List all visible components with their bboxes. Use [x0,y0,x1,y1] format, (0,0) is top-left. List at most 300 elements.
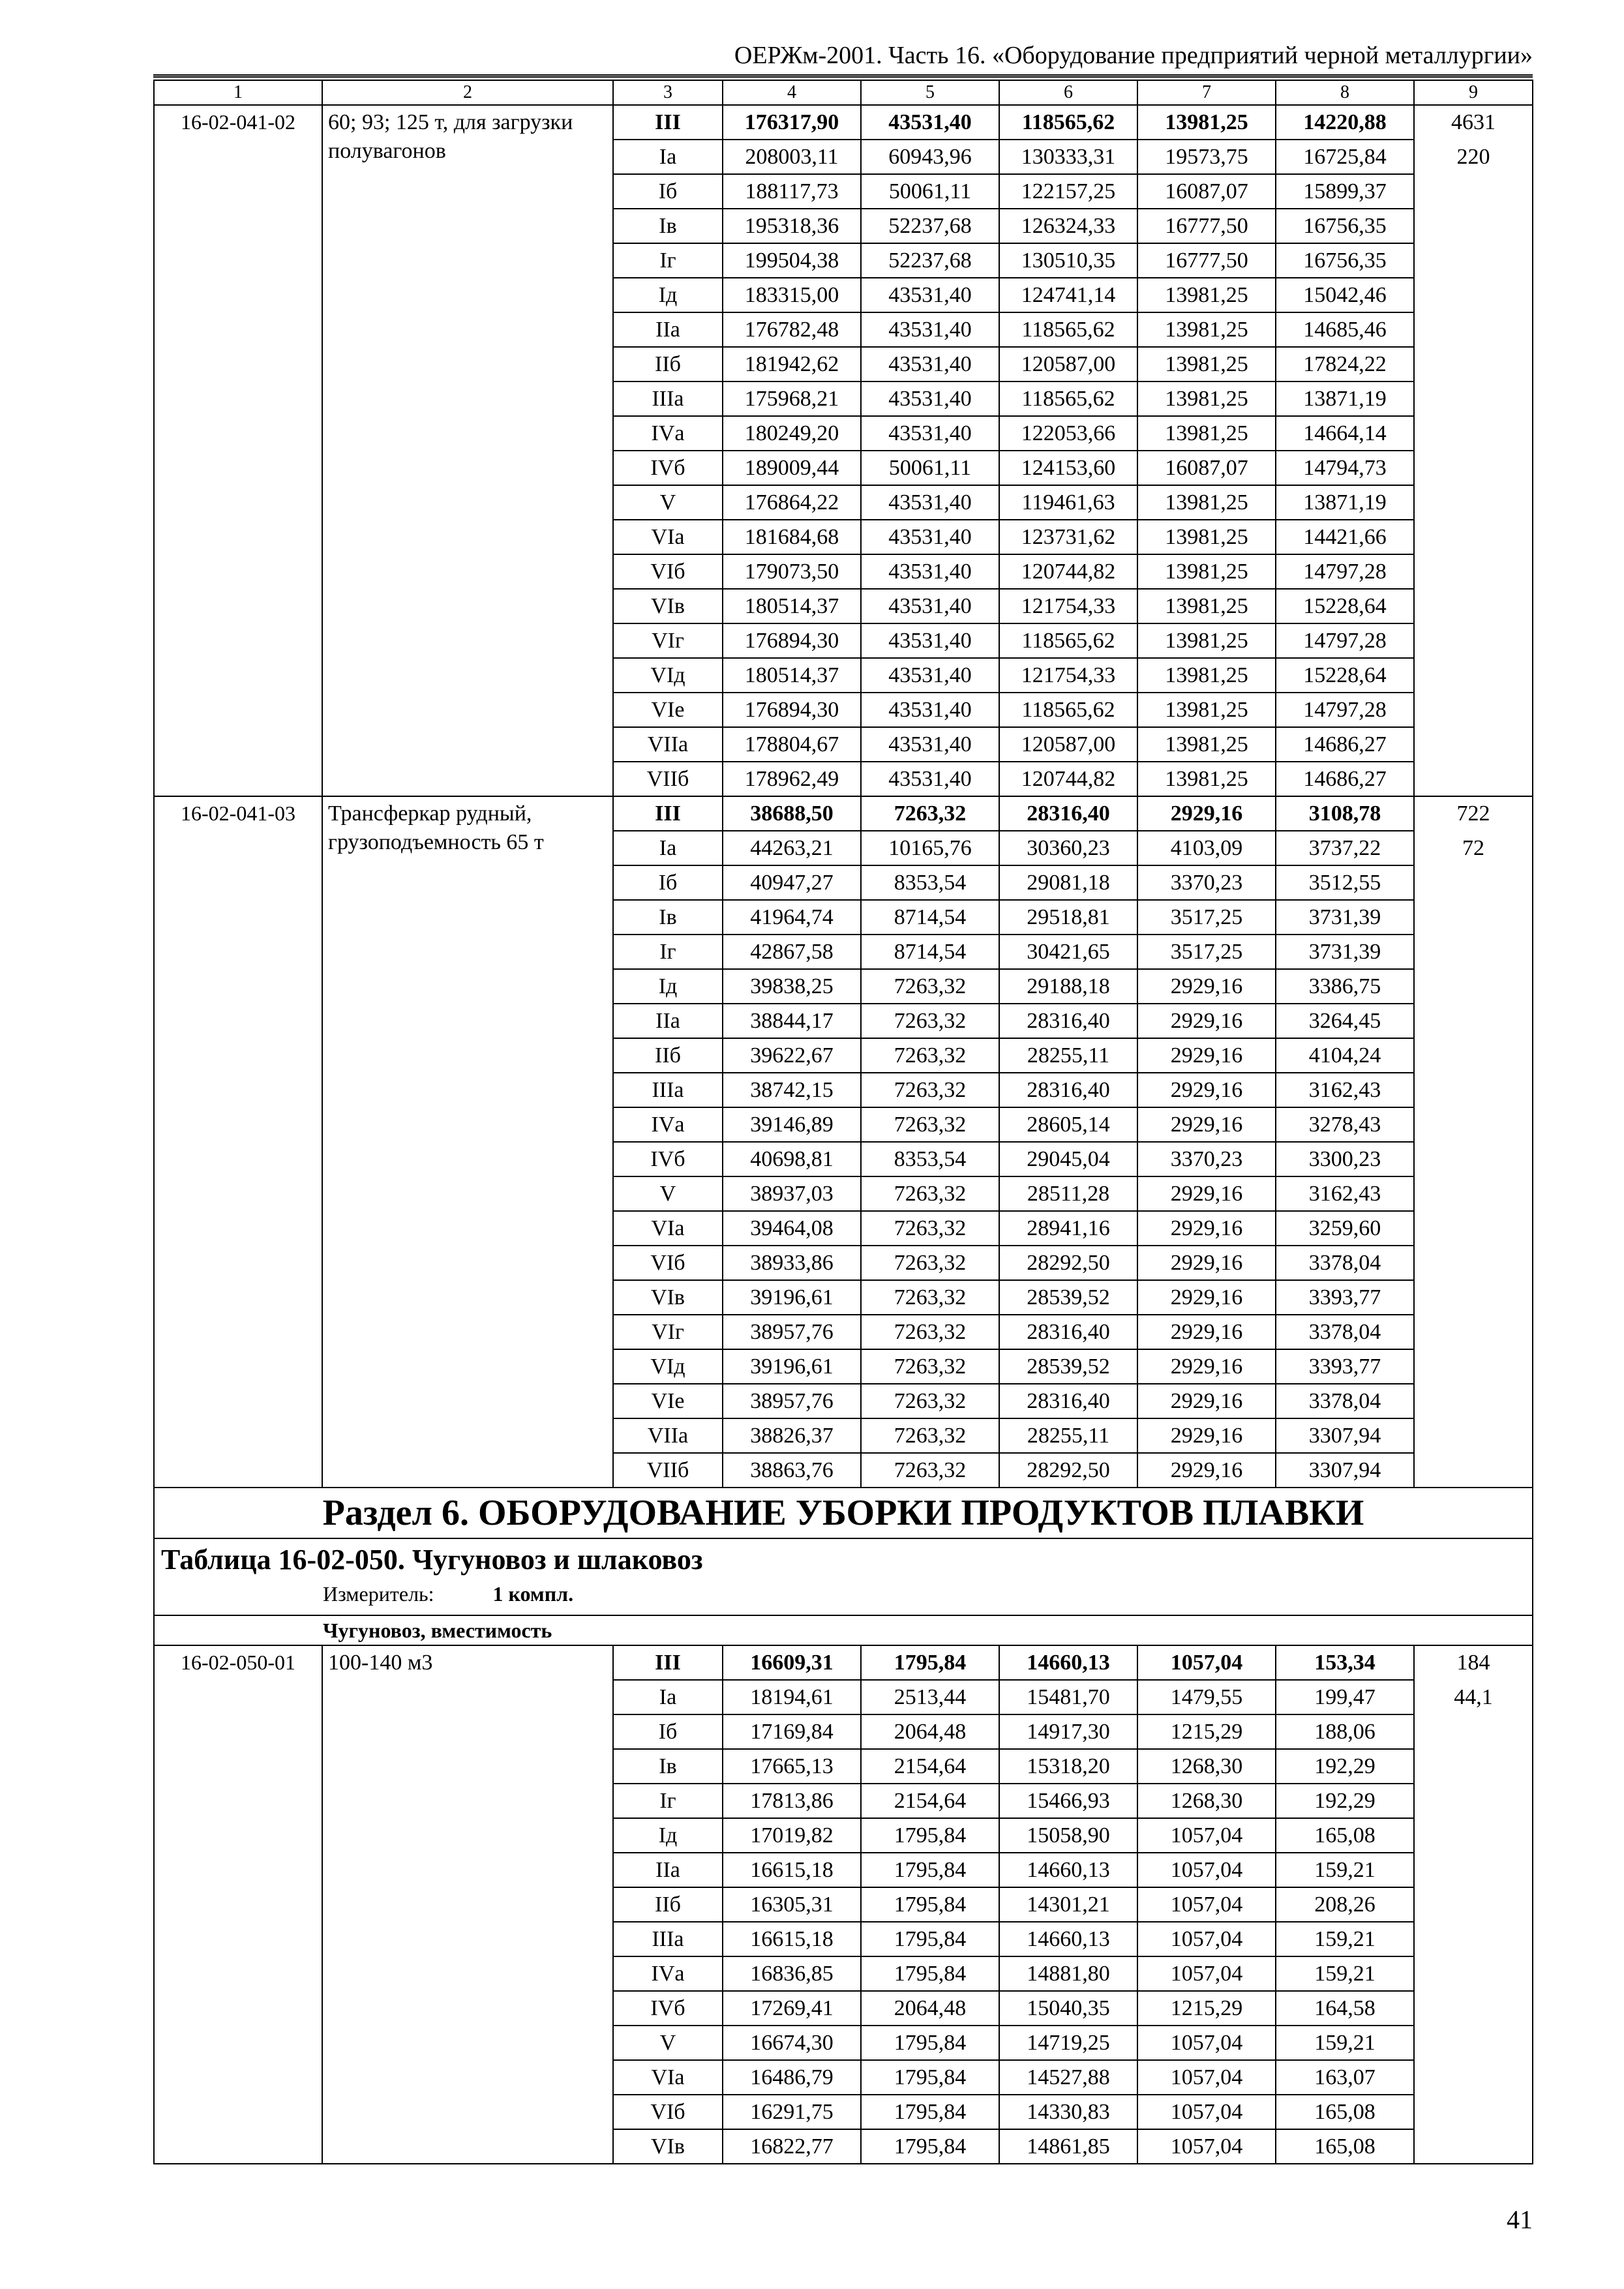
value-cell: 15899,37 [1276,174,1414,209]
value-cell: 7263,32 [861,1453,999,1488]
equipment-name: 60; 93; 125 т, для загрузки полувагонов [322,105,613,796]
zone-cell: VIг [613,623,723,658]
column-number: 4 [723,80,861,105]
value-cell: 3162,43 [1276,1176,1414,1211]
col9-value: 220 [1456,145,1490,169]
column-number: 9 [1414,80,1533,105]
value-cell: 14330,83 [999,2095,1137,2129]
value-cell: 14527,88 [999,2060,1137,2095]
value-cell: 17824,22 [1276,347,1414,382]
value-cell: 188,06 [1276,1714,1414,1749]
zone-cell: VIа [613,1211,723,1246]
value-cell: 153,34 [1276,1645,1414,1680]
value-cell: 122053,66 [999,416,1137,451]
value-cell: 28941,16 [999,1211,1137,1246]
value-cell: 176782,48 [723,312,861,347]
value-cell: 29081,18 [999,865,1137,900]
value-cell: 1057,04 [1137,2129,1276,2164]
value-cell: 1057,04 [1137,1922,1276,1956]
value-cell: 181684,68 [723,520,861,554]
value-cell: 42867,58 [723,935,861,969]
value-cell: 119461,63 [999,485,1137,520]
value-cell: 118565,62 [999,623,1137,658]
col9-value: 4631 [1451,110,1496,134]
value-cell: 180514,37 [723,589,861,623]
value-cell: 16674,30 [723,2026,861,2060]
value-cell: 1795,84 [861,1853,999,1887]
value-cell: 3378,04 [1276,1384,1414,1418]
value-cell: 1215,29 [1137,1991,1276,2026]
value-cell: 118565,62 [999,693,1137,727]
zone-cell: Iд [613,278,723,312]
zone-cell: VIе [613,693,723,727]
value-cell: 16756,35 [1276,243,1414,278]
value-cell: 38933,86 [723,1246,861,1280]
value-cell: 15040,35 [999,1991,1137,2026]
value-cell: 14301,21 [999,1887,1137,1922]
equipment-name: Трансферкар рудный, грузоподъемность 65 т [322,796,613,1488]
zone-cell: Iв [613,900,723,935]
value-cell: 192,29 [1276,1749,1414,1784]
value-cell: 40947,27 [723,865,861,900]
value-cell: 43531,40 [861,312,999,347]
value-cell: 28511,28 [999,1176,1137,1211]
value-cell: 195318,36 [723,209,861,243]
value-cell: 2929,16 [1137,1073,1276,1107]
value-cell: 3370,23 [1137,1142,1276,1176]
zone-cell: V [613,2026,723,2060]
value-cell: 43531,40 [861,727,999,762]
zone-cell: IVа [613,1107,723,1142]
value-cell: 43531,40 [861,347,999,382]
value-cell: 3512,55 [1276,865,1414,900]
value-cell: 118565,62 [999,105,1137,140]
zone-cell: IIб [613,347,723,382]
value-cell: 13981,25 [1137,347,1276,382]
value-cell: 14660,13 [999,1645,1137,1680]
zone-cell: Iг [613,1784,723,1818]
subheading: Чугуновоз, вместимость [154,1615,1533,1645]
value-cell: 28292,50 [999,1453,1137,1488]
column-number: 2 [322,80,613,105]
value-cell: 16486,79 [723,2060,861,2095]
zone-cell: Iд [613,969,723,1004]
zone-cell: IVб [613,1991,723,2026]
value-cell: 29518,81 [999,900,1137,935]
value-cell: 179073,50 [723,554,861,589]
value-cell: 159,21 [1276,1956,1414,1991]
value-cell: 16836,85 [723,1956,861,1991]
value-cell: 2064,48 [861,1991,999,2026]
value-cell: 38742,15 [723,1073,861,1107]
rate-code: 16-02-041-03 [154,796,322,1488]
value-cell: 175968,21 [723,382,861,416]
col9-cell [1414,796,1533,1488]
value-cell: 1057,04 [1137,2026,1276,2060]
value-cell: 3370,23 [1137,865,1276,900]
value-cell: 1057,04 [1137,1956,1276,1991]
value-cell: 1795,84 [861,2129,999,2164]
value-cell: 2929,16 [1137,1280,1276,1315]
value-cell: 120744,82 [999,554,1137,589]
value-cell: 8714,54 [861,935,999,969]
value-cell: 38826,37 [723,1418,861,1453]
value-cell: 7263,32 [861,1349,999,1384]
value-cell: 28316,40 [999,1073,1137,1107]
value-cell: 43531,40 [861,693,999,727]
value-cell: 28316,40 [999,1384,1137,1418]
value-cell: 39464,08 [723,1211,861,1246]
value-cell: 181942,62 [723,347,861,382]
column-number: 3 [613,80,723,105]
value-cell: 178804,67 [723,727,861,762]
value-cell: 43531,40 [861,416,999,451]
running-header: ОЕРЖм-2001. Часть 16. «Оборудование предприятий черной металлургии» [153,40,1533,78]
value-cell: 2929,16 [1137,796,1276,831]
zone-cell: III [613,796,723,831]
value-cell: 189009,44 [723,451,861,485]
value-cell: 130333,31 [999,140,1137,174]
value-cell: 199,47 [1276,1680,1414,1714]
zone-cell: Iб [613,174,723,209]
value-cell: 8353,54 [861,1142,999,1176]
value-cell: 165,08 [1276,2129,1414,2164]
value-cell: 1795,84 [861,1645,999,1680]
value-cell: 7263,32 [861,1384,999,1418]
value-cell: 1268,30 [1137,1784,1276,1818]
value-cell: 15481,70 [999,1680,1137,1714]
value-cell: 2929,16 [1137,1453,1276,1488]
section-heading-row [154,1488,1533,1538]
equipment-name: 100-140 м3 [322,1645,613,2164]
value-cell: 14686,27 [1276,727,1414,762]
value-cell: 38957,76 [723,1384,861,1418]
subheading-row [154,1615,1533,1645]
value-cell: 3386,75 [1276,969,1414,1004]
table-body [154,80,1533,2164]
table-row [154,1645,1533,1680]
value-cell: 52237,68 [861,243,999,278]
value-cell: 2154,64 [861,1749,999,1784]
value-cell: 10165,76 [861,831,999,865]
value-cell: 14797,28 [1276,554,1414,589]
value-cell: 180249,20 [723,416,861,451]
value-cell: 43531,40 [861,278,999,312]
value-cell: 14719,25 [999,2026,1137,2060]
value-cell: 7263,32 [861,1107,999,1142]
zone-cell: Iг [613,935,723,969]
value-cell: 15466,93 [999,1784,1137,1818]
value-cell: 16777,50 [1137,209,1276,243]
table-row [154,796,1533,831]
value-cell: 39196,61 [723,1280,861,1315]
col9-value: 72 [1462,836,1484,860]
value-cell: 44263,21 [723,831,861,865]
meter-line [161,1577,1526,1611]
value-cell: 2513,44 [861,1680,999,1714]
value-cell: 121754,33 [999,589,1137,623]
value-cell: 3259,60 [1276,1211,1414,1246]
value-cell: 1795,84 [861,2095,999,2129]
col9-value: 44,1 [1454,1685,1493,1709]
value-cell: 1057,04 [1137,2060,1276,2095]
value-cell: 16087,07 [1137,174,1276,209]
value-cell: 1268,30 [1137,1749,1276,1784]
value-cell: 2929,16 [1137,1246,1276,1280]
value-cell: 8714,54 [861,900,999,935]
value-cell: 2929,16 [1137,1349,1276,1384]
value-cell: 2154,64 [861,1784,999,1818]
zone-cell: III [613,105,723,140]
value-cell: 7263,32 [861,1280,999,1315]
value-cell: 4103,09 [1137,831,1276,865]
value-cell: 38844,17 [723,1004,861,1038]
col9-value: 184 [1456,1651,1490,1675]
value-cell: 208,26 [1276,1887,1414,1922]
value-cell: 14917,30 [999,1714,1137,1749]
value-cell: 122157,25 [999,174,1137,209]
zone-cell: V [613,1176,723,1211]
value-cell: 3731,39 [1276,935,1414,969]
value-cell: 1795,84 [861,1887,999,1922]
value-cell: 124153,60 [999,451,1137,485]
value-cell: 52237,68 [861,209,999,243]
value-cell: 3378,04 [1276,1246,1414,1280]
value-cell: 16777,50 [1137,243,1276,278]
value-cell: 123731,62 [999,520,1137,554]
value-cell: 3737,22 [1276,831,1414,865]
value-cell: 16822,77 [723,2129,861,2164]
zone-cell: Iг [613,243,723,278]
zone-cell: IIIа [613,1922,723,1956]
page-number: 41 [1507,2205,1533,2234]
zone-cell: IVб [613,451,723,485]
rate-code: 16-02-041-02 [154,105,322,796]
value-cell: 14797,28 [1276,623,1414,658]
column-number: 1 [154,80,322,105]
value-cell: 130510,35 [999,243,1137,278]
value-cell: 28316,40 [999,796,1137,831]
zone-cell: Iа [613,831,723,865]
value-cell: 14797,28 [1276,693,1414,727]
value-cell: 3108,78 [1276,796,1414,831]
value-cell: 30360,23 [999,831,1137,865]
value-cell: 121754,33 [999,658,1137,693]
value-cell: 38863,76 [723,1453,861,1488]
value-cell: 13981,25 [1137,623,1276,658]
value-cell: 3307,94 [1276,1418,1414,1453]
value-cell: 1215,29 [1137,1714,1276,1749]
zone-cell: IVб [613,1142,723,1176]
value-cell: 7263,32 [861,969,999,1004]
value-cell: 17269,41 [723,1991,861,2026]
value-cell: 13981,25 [1137,554,1276,589]
value-cell: 39146,89 [723,1107,861,1142]
value-cell: 126324,33 [999,209,1137,243]
value-cell: 2929,16 [1137,1038,1276,1073]
value-cell: 7263,32 [861,1246,999,1280]
meter-label: Измеритель: [323,1582,434,1606]
value-cell: 14660,13 [999,1922,1137,1956]
zone-cell: VIд [613,658,723,693]
value-cell: 7263,32 [861,796,999,831]
value-cell: 14685,46 [1276,312,1414,347]
meter-value: 1 компл. [492,1582,574,1606]
value-cell: 16725,84 [1276,140,1414,174]
zone-cell: III [613,1645,723,1680]
value-cell: 176317,90 [723,105,861,140]
value-cell: 3162,43 [1276,1073,1414,1107]
zone-cell: VIIб [613,762,723,796]
value-cell: 13981,25 [1137,485,1276,520]
value-cell: 3731,39 [1276,900,1414,935]
value-cell: 7263,32 [861,1038,999,1073]
value-cell: 3264,45 [1276,1004,1414,1038]
value-cell: 1057,04 [1137,2095,1276,2129]
table-title-cell [154,1538,1533,1615]
value-cell: 7263,32 [861,1211,999,1246]
column-number-row [154,80,1533,105]
zone-cell: Iа [613,140,723,174]
value-cell: 2929,16 [1137,1418,1276,1453]
zone-cell: IVа [613,1956,723,1991]
value-cell: 159,21 [1276,1922,1414,1956]
value-cell: 192,29 [1276,1784,1414,1818]
value-cell: 43531,40 [861,762,999,796]
value-cell: 1057,04 [1137,1853,1276,1887]
table-title: Таблица 16-02-050. Чугуновоз и шлаковоз [161,1544,703,1576]
value-cell: 118565,62 [999,382,1137,416]
value-cell: 188117,73 [723,174,861,209]
value-cell: 13871,19 [1276,382,1414,416]
zone-cell: VIд [613,1349,723,1384]
value-cell: 43531,40 [861,623,999,658]
value-cell: 7263,32 [861,1315,999,1349]
value-cell: 50061,11 [861,451,999,485]
value-cell: 8353,54 [861,865,999,900]
value-cell: 7263,32 [861,1176,999,1211]
value-cell: 40698,81 [723,1142,861,1176]
col9-cell [1414,105,1533,796]
value-cell: 13981,25 [1137,312,1276,347]
zone-cell: VIIб [613,1453,723,1488]
value-cell: 7263,32 [861,1073,999,1107]
zone-cell: Iб [613,1714,723,1749]
value-cell: 118565,62 [999,312,1137,347]
value-cell: 43531,40 [861,382,999,416]
value-cell: 1057,04 [1137,1887,1276,1922]
value-cell: 43531,40 [861,658,999,693]
zone-cell: Iа [613,1680,723,1714]
value-cell: 165,08 [1276,1818,1414,1853]
value-cell: 16615,18 [723,1922,861,1956]
value-cell: 13981,25 [1137,382,1276,416]
zone-cell: IIIа [613,1073,723,1107]
value-cell: 28605,14 [999,1107,1137,1142]
value-cell: 178962,49 [723,762,861,796]
value-cell: 13981,25 [1137,658,1276,693]
value-cell: 28255,11 [999,1038,1137,1073]
zone-cell: VIIа [613,727,723,762]
value-cell: 17665,13 [723,1749,861,1784]
value-cell: 16087,07 [1137,451,1276,485]
value-cell: 120744,82 [999,762,1137,796]
value-cell: 159,21 [1276,2026,1414,2060]
value-cell: 14861,85 [999,2129,1137,2164]
value-cell: 15228,64 [1276,589,1414,623]
zone-cell: IVа [613,416,723,451]
value-cell: 17813,86 [723,1784,861,1818]
value-cell: 1057,04 [1137,1818,1276,1853]
value-cell: 120587,00 [999,347,1137,382]
zone-cell: IIа [613,312,723,347]
zone-cell: VIIа [613,1418,723,1453]
value-cell: 1057,04 [1137,1645,1276,1680]
value-cell: 13981,25 [1137,693,1276,727]
value-cell: 4104,24 [1276,1038,1414,1073]
zone-cell: IIIа [613,382,723,416]
value-cell: 13871,19 [1276,485,1414,520]
value-cell: 17019,82 [723,1818,861,1853]
value-cell: 28292,50 [999,1246,1137,1280]
table-row [154,105,1533,140]
value-cell: 2929,16 [1137,1107,1276,1142]
value-cell: 43531,40 [861,520,999,554]
value-cell: 38937,03 [723,1176,861,1211]
value-cell: 3307,94 [1276,1453,1414,1488]
value-cell: 16609,31 [723,1645,861,1680]
value-cell: 1795,84 [861,1922,999,1956]
value-cell: 43531,40 [861,589,999,623]
price-table [153,80,1533,2164]
value-cell: 28539,52 [999,1349,1137,1384]
value-cell: 15318,20 [999,1749,1137,1784]
value-cell: 50061,11 [861,174,999,209]
value-cell: 38957,76 [723,1315,861,1349]
column-number: 7 [1137,80,1276,105]
value-cell: 43531,40 [861,105,999,140]
value-cell: 120587,00 [999,727,1137,762]
value-cell: 39622,67 [723,1038,861,1073]
value-cell: 28316,40 [999,1004,1137,1038]
section-heading: Раздел 6. ОБОРУДОВАНИЕ УБОРКИ ПРОДУКТОВ ПЛАВКИ [154,1488,1533,1538]
value-cell: 29045,04 [999,1142,1137,1176]
zone-cell: VIб [613,2095,723,2129]
value-cell: 7263,32 [861,1004,999,1038]
zone-cell: Iд [613,1818,723,1853]
value-cell: 2929,16 [1137,969,1276,1004]
value-cell: 3393,77 [1276,1280,1414,1315]
value-cell: 3278,43 [1276,1107,1414,1142]
value-cell: 1795,84 [861,2026,999,2060]
value-cell: 7263,32 [861,1418,999,1453]
rate-code: 16-02-050-01 [154,1645,322,2164]
value-cell: 2929,16 [1137,1211,1276,1246]
value-cell: 41964,74 [723,900,861,935]
value-cell: 19573,75 [1137,140,1276,174]
value-cell: 14660,13 [999,1853,1137,1887]
zone-cell: VIа [613,520,723,554]
zone-cell: Iв [613,1749,723,1784]
value-cell: 38688,50 [723,796,861,831]
value-cell: 39838,25 [723,969,861,1004]
value-cell: 1795,84 [861,1818,999,1853]
value-cell: 2929,16 [1137,1384,1276,1418]
zone-cell: IIб [613,1038,723,1073]
zone-cell: VIв [613,589,723,623]
value-cell: 2929,16 [1137,1176,1276,1211]
value-cell: 13981,25 [1137,278,1276,312]
